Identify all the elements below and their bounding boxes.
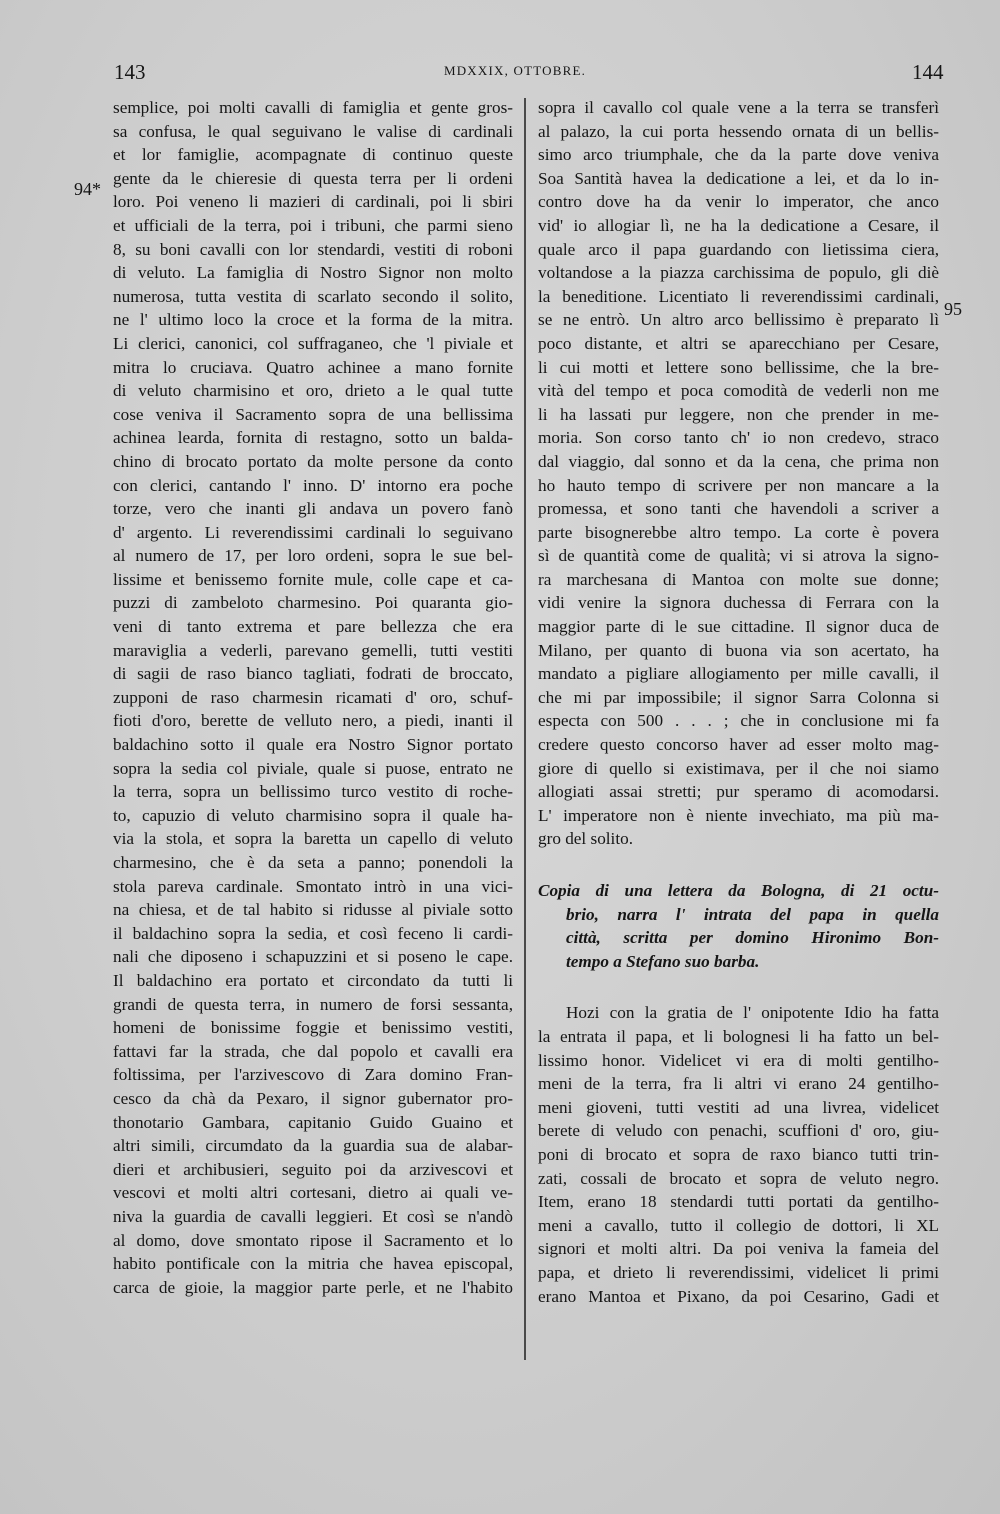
text-line: sopra la sedia col piviale, quale si puose, entrato ne bbox=[113, 758, 513, 778]
text-line: d' argento. Li reverendissimi cardinali lo seguivano bbox=[113, 522, 513, 542]
text-line: vidi venire la signora duchessa di Ferrara con la bbox=[538, 593, 939, 613]
text-line: promessa, et sono tanti che havendoli a scriver a bbox=[538, 499, 939, 519]
text-line: baldachino sotto il quale era Nostro Signor portato bbox=[113, 735, 513, 755]
text-line: li ha lassati pur leggere, non che prender in me- bbox=[538, 404, 939, 424]
text-line: gro del solito. bbox=[538, 829, 634, 849]
text-line: lissime et benissemo fornite mule, colle cape et ca- bbox=[113, 569, 513, 589]
heading-line: brio, narra l' intrata del papa in quella bbox=[566, 904, 939, 924]
section-gap bbox=[538, 973, 939, 1001]
text-line: al palazo, la cui porta hessendo ornata di un bellis- bbox=[538, 121, 939, 141]
text-line: vid' io allogiar lì, ne ha la dedicatione a Cesare, il bbox=[538, 215, 939, 235]
text-line: lissimo honor. Videlicet vi era di molti gentilho- bbox=[538, 1050, 939, 1070]
text-line: altri simili, circumdato da la guardia sua de alabar- bbox=[113, 1136, 513, 1156]
text-line: parte bisognerebbe altro tempo. La corte è povera bbox=[538, 522, 939, 542]
right-column bbox=[538, 96, 939, 1308]
text-line: di veluto. La famiglia di Nostro Signor non molto bbox=[113, 263, 513, 283]
text-line: numerosa, tutta vestita di scarlato secondo il solito, bbox=[113, 286, 513, 306]
text-line: habito pontificale con la mitria che havea episcopal, bbox=[113, 1254, 513, 1274]
text-line: di veluto charmisino et oro, drieto a le qual tutte bbox=[113, 381, 513, 401]
text-line: meni gioveni, tutti vestiti ad una livrea, videlicet bbox=[538, 1097, 939, 1117]
text-line: ne l' ultimo loco la croce et la forma de la mitra. bbox=[113, 310, 513, 330]
text-line: carca de gioie, la maggior parte perle, et ne l'habito bbox=[113, 1277, 513, 1297]
text-line: quale arco il papa guardando con lietissima ciera, bbox=[538, 239, 939, 259]
text-line: grandi de questa terra, in numero de forsi sessanta, bbox=[113, 994, 513, 1014]
text-line: Il baldachino era portato et circondato da tutti li bbox=[113, 970, 513, 990]
text-line: fioti d'oro, berette de velluto nero, a piedi, inanti il bbox=[113, 711, 513, 731]
text-line: sopra il cavallo col quale vene a la terra se transferì bbox=[538, 98, 939, 117]
right-column-text-part1 bbox=[538, 96, 939, 851]
text-line: Hozi con la gratia de l' onipotente Idio ha fatta bbox=[566, 1003, 939, 1023]
text-line: cesco da chà da Pexaro, il signor gubernator pro- bbox=[113, 1088, 513, 1108]
text-line: et ufficiali de la terra, poi i tribuni, che parmi sieno bbox=[113, 215, 513, 235]
text-line: dieri et archibusieri, seguito poi da arzivescovi et bbox=[113, 1159, 513, 1179]
section-gap bbox=[538, 851, 939, 879]
text-line: thonotario Gambara, capitanio Guido Guaino et bbox=[113, 1112, 513, 1132]
text-line: semplice, poi molti cavalli di famiglia et gente gros- bbox=[113, 98, 513, 117]
text-line: foltissima, per l'arzivescovo di Zara domino Fran- bbox=[113, 1065, 513, 1085]
text-line: simo arco triumphale, che da la parte dove veniva bbox=[538, 145, 939, 165]
text-line: maraviglia a vederli, parevano gemelli, tutti vestiti bbox=[113, 640, 513, 660]
text-line: puzzi di zambeloto charmesino. Poi quaranta gio- bbox=[113, 593, 513, 613]
text-line: veni di tanto extrema et pare bellezza che era bbox=[113, 617, 513, 637]
text-line: via la stola, et sopra la baretta un capello di veluto bbox=[113, 829, 513, 849]
text-line: moria. Son corso tanto ch' io non credevo, straco bbox=[538, 428, 939, 448]
left-page-number: 143 bbox=[114, 60, 146, 84]
text-line: zati, cossali de brocato et sopra de veluto negro. bbox=[538, 1168, 939, 1188]
text-line: niva la guardia de cavalli leggieri. Et così se n'andò bbox=[113, 1206, 513, 1226]
heading-line: Copia di una lettera da Bologna, di 21 octu- bbox=[538, 881, 939, 900]
text-line: Li clerici, canonici, col suffraganeo, che 'l piviale et bbox=[113, 333, 513, 353]
column-divider bbox=[524, 98, 526, 1360]
text-line: homeni de bonissime foggie et benissimo vestiti, bbox=[113, 1018, 513, 1038]
left-column bbox=[113, 96, 513, 1299]
text-line: L' imperatore non è niente invechiato, ma più ma- bbox=[538, 805, 939, 825]
text-line: 8, su boni cavalli con lor stendardi, vestiti di roboni bbox=[113, 239, 513, 259]
text-line: papa, et drieto li reverendissimi, videlicet li primi bbox=[538, 1262, 939, 1282]
text-line: berete di veludo con penachi, scuffioni d' oro, giu- bbox=[538, 1121, 939, 1141]
heading-line: tempo a Stefano suo barba. bbox=[566, 951, 760, 971]
text-line: torze, vero che inanti gli andava un povero fanò bbox=[113, 499, 513, 519]
text-line: poni di brocato et sopra de raxo bianco tutti trin- bbox=[538, 1144, 939, 1164]
text-line: ra marchesana di Mantoa con molte sue donne; bbox=[538, 569, 939, 589]
text-line: Milano, per quanto di buona via son acertato, ha bbox=[538, 640, 939, 660]
text-line: maggior parte di le sue cittadine. Il signor duca de bbox=[538, 617, 939, 637]
text-line: charmesino, che è da seta a panno; ponendoli la bbox=[113, 853, 513, 872]
text-line: erano Mantoa et Pixano, da poi Cesarino, Gadi et bbox=[538, 1286, 939, 1306]
text-line: meni a cavallo, tutto il collegio de dottori, li XL bbox=[538, 1215, 939, 1235]
text-line: se ne entrò. Un altro arco bellissimo è preparato lì bbox=[538, 310, 939, 330]
text-line: signori et molti altri. Da poi veniva la fameia del bbox=[538, 1239, 939, 1259]
text-line: la entrata il papa, et li bolognesi li ha fatto un bel- bbox=[538, 1026, 939, 1046]
right-column-text-part2 bbox=[538, 1001, 939, 1308]
text-line: la beneditione. Licentiato li reverendissimi cardinali, bbox=[538, 286, 939, 306]
text-line: allogiati assai stretti; pur speramo di acomodarsi. bbox=[538, 782, 939, 802]
text-line: gente da le chieresie di questa terra per li ordeni bbox=[113, 168, 513, 188]
text-line: Item, erano 18 stendardi tutti portati da gentilho- bbox=[538, 1192, 939, 1212]
text-line: sì de quantità come de qualità; vi si atrova la signo- bbox=[538, 546, 939, 566]
running-header bbox=[0, 58, 1000, 88]
text-line: zupponi de raso charmesin ricamati d' oro, schuf- bbox=[113, 687, 513, 707]
text-line: et lor famiglie, acompagnate di continuo queste bbox=[113, 145, 513, 165]
text-line: stola pareva cardinale. Smontato intrò in una vici- bbox=[113, 876, 513, 896]
text-line: poco distante, et altri se aparecchiano per Cesare, bbox=[538, 333, 939, 353]
text-line: ho hauto tempo di scrivere per non mancare a la bbox=[538, 475, 939, 495]
text-line: di sagii de raso bianco tagliati, fodrati de broccato, bbox=[113, 664, 513, 684]
heading-line: città, scritta per domino Hironimo Bon- bbox=[566, 928, 939, 948]
text-line: mitra lo cruciava. Quatro achinee a mano fornite bbox=[113, 357, 513, 377]
margin-note-right: 95 bbox=[944, 299, 962, 319]
text-line: na chiesa, et de tal habito si ridusse al piviale sotto bbox=[113, 900, 513, 920]
text-line: chino di brocato portato da molte persone da conto bbox=[113, 451, 513, 471]
text-line: credere questo concorso haver ad esser molto mag- bbox=[538, 735, 939, 755]
text-line: loro. Poi veneno li mazieri di cardinali, poi li sbiri bbox=[113, 192, 513, 212]
text-line: che mi par impossibile; il signor Sarra Colonna si bbox=[538, 687, 939, 707]
text-line: mandato a pigliare allogiamento per mille cavalli, il bbox=[538, 664, 939, 684]
text-line: il baldachino sopra la sedia, et così feceno li cardi- bbox=[113, 923, 513, 943]
text-line: vità del tempo et poca comodità de vederli non me bbox=[538, 381, 939, 401]
text-line: Soa Santità havea la dedicatione a lei, et da lo in- bbox=[538, 168, 939, 188]
text-line: achinea learda, fornita di restagno, sotto un balda- bbox=[113, 428, 513, 448]
letter-heading bbox=[538, 879, 939, 973]
text-line: al numero de 17, per loro ordeni, sopra le sue bel- bbox=[113, 546, 513, 566]
text-line: meni de la terra, fra li altri vi erano 24 gentilho- bbox=[538, 1074, 939, 1094]
text-line: contro dove ha da venir lo imperator, che anco bbox=[538, 192, 939, 212]
text-line: la terra, sopra un bellissimo turco vestito di roche- bbox=[113, 782, 513, 802]
text-line: sa confusa, le qual seguivano le valise di cardinali bbox=[113, 121, 513, 141]
text-line: giore di quello si existimava, per il che noi siamo bbox=[538, 758, 939, 778]
text-line: voltandose a la piazza carchissima de populo, gli diè bbox=[538, 263, 939, 283]
text-line: fattavi far la strada, che dal popolo et cavalli era bbox=[113, 1041, 513, 1061]
text-line: li cui motti et lettere sono bellissime, che la bre- bbox=[538, 357, 939, 377]
text-line: al domo, dove smontato ripose il Sacramento et lo bbox=[113, 1230, 513, 1250]
text-line: con clerici, cantando l' inno. D' intorno era poche bbox=[113, 475, 513, 495]
text-line: to, capuzio di veluto charmisino sopra il quale ha- bbox=[113, 805, 513, 825]
text-line: especta con 500 . . . ; che in conclusione mi fa bbox=[538, 711, 939, 731]
running-title: MDXXIX, OTTOBRE. bbox=[443, 63, 587, 78]
text-line: cose veniva il Sacramento sopra de una bellissima bbox=[113, 404, 513, 424]
margin-note-left: 94* bbox=[74, 179, 101, 199]
text-line: vescovi et molti altri cortesani, dietro ai quali ve- bbox=[113, 1183, 513, 1203]
text-line: dal viaggio, dal sonno et da la cena, che prima non bbox=[538, 451, 939, 471]
right-page-number: 144 bbox=[912, 60, 944, 84]
text-line: nali che diposeno i schapuzzini et si poseno le cape. bbox=[113, 947, 513, 967]
